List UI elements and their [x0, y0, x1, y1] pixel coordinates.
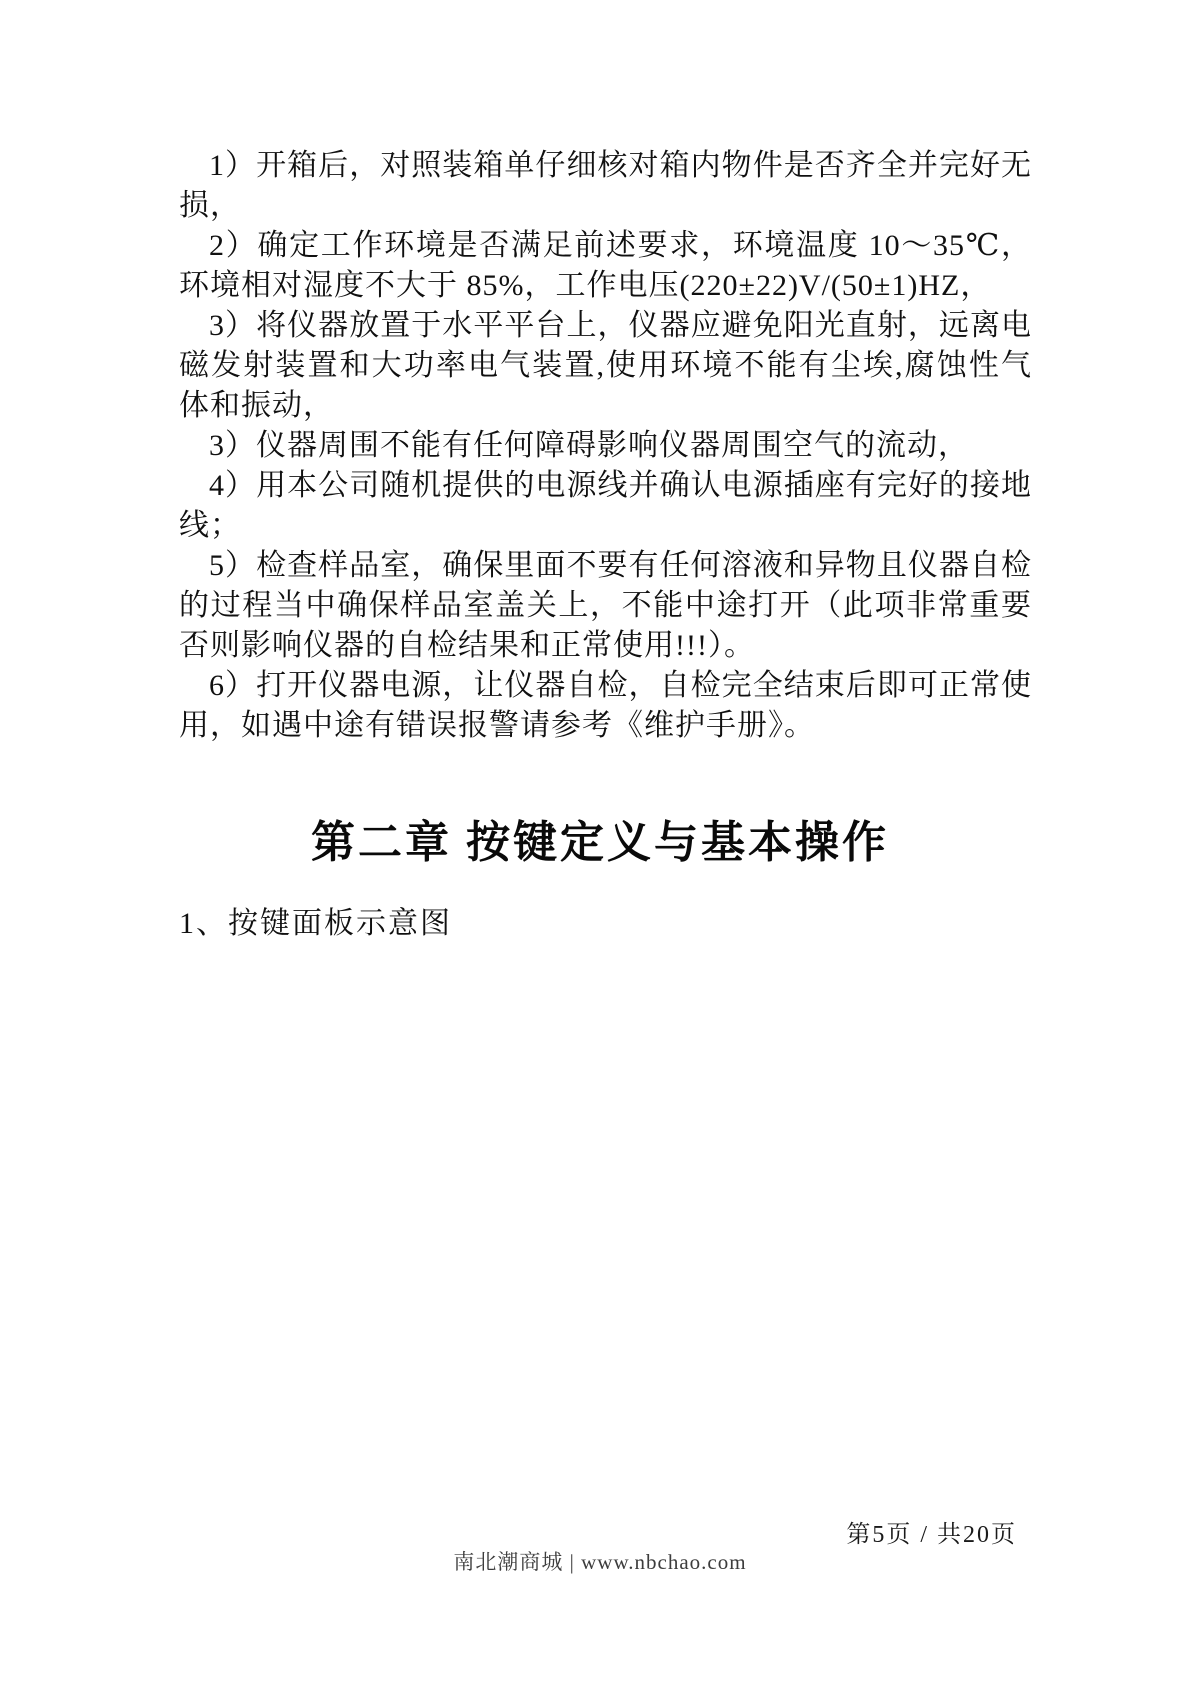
page-number-indicator: 第5页 / 共20页: [846, 1522, 1017, 1548]
instruction-paragraph: 2）确定工作环境是否满足前述要求，环境温度 10～35℃，环境相对湿度不大于 85%，工作电压(220±22)V/(50±1)HZ，: [179, 229, 1032, 302]
chapter-heading: 第二章 按键定义与基本操作: [311, 818, 889, 867]
instruction-paragraph: 3）将仪器放置于水平平台上，仪器应避免阳光直射，远离电磁发射装置和大功率电气装置,使用环境不能有尘埃,腐蚀性气体和振动，: [179, 309, 1032, 422]
instruction-paragraph: 4）用本公司随机提供的电源线并确认电源插座有完好的接地线；: [179, 469, 1032, 542]
setup-instructions-block: [179, 146, 1032, 746]
section-heading: 1、按键面板示意图: [179, 907, 452, 940]
instruction-paragraph: 1）开箱后，对照装箱单仔细核对箱内物件是否齐全并完好无损，: [179, 149, 1032, 222]
instruction-paragraph: 6）打开仪器电源，让仪器自检，自检完全结束后即可正常使用，如遇中途有错误报警请参考《维护手册》。: [179, 669, 1032, 742]
instruction-paragraph: 3）仪器周围不能有任何障碍影响仪器周围空气的流动，: [209, 429, 969, 462]
instruction-paragraph: 5）检查样品室，确保里面不要有任何溶液和异物且仪器自检的过程当中确保样品室盖关上，不能中途打开（此项非常重要否则影响仪器的自检结果和正常使用!!!）。: [179, 549, 1032, 662]
watermark-text: 南北潮商城 | www.nbchao.com: [453, 1550, 747, 1574]
